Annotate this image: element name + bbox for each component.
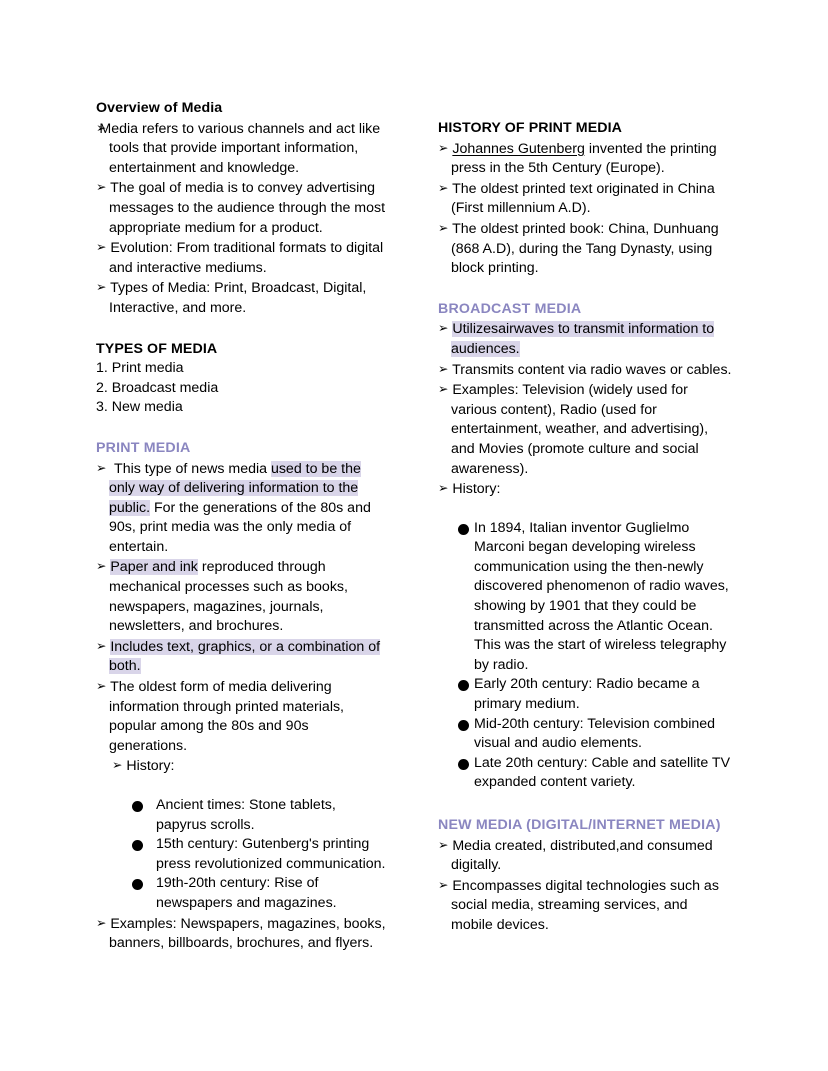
page-title: Overview of Media xyxy=(96,100,223,116)
overview-item-2 xyxy=(96,178,386,238)
section-heading-types-of-media: TYPES OF MEDIA xyxy=(96,340,218,357)
print-media-examples xyxy=(96,914,386,954)
print-media-history-label xyxy=(96,756,386,777)
overview-item-2-text: The goal of media is to convey advertising messages to the audience through the most appropriate medium for a product. xyxy=(109,180,386,236)
list-item xyxy=(96,874,386,913)
print-media-item-1-pre: This type of news media xyxy=(114,460,271,477)
types-list-item-3: 3. New media xyxy=(96,399,183,416)
dot-bullet-icon xyxy=(132,879,143,890)
broadcast-history-label-text: History: xyxy=(452,481,501,498)
arrow-bullet-icon: ➢ xyxy=(96,558,107,574)
arrow-bullet-icon: ➢ xyxy=(96,279,107,295)
overview-item-3-text: Evolution: From traditional formats to digital and interactive mediums. xyxy=(109,240,384,276)
new-media-item-2 xyxy=(438,876,733,936)
types-list-item-2: 2. Broadcast media xyxy=(96,379,219,396)
list-item xyxy=(96,796,386,835)
arrow-bullet-icon: ➢ xyxy=(438,219,449,235)
overview-item-4 xyxy=(96,278,386,318)
history-print-item-2-text: The oldest printed text originated in China (First millennium A.D). xyxy=(451,180,715,217)
dot-bullet-icon xyxy=(132,840,143,851)
print-media-examples-text: Examples: Newspapers, magazines, books, banners, billboards, brochures, and flyers. xyxy=(109,915,386,952)
list-item-text: In 1894, Italian inventor Guglielmo Marconi began developing wireless communication using the then-newly discovered phenomenon of radio waves, showing by 1901 that they could be transmitted across the Atlantic Ocean. This was the start of wireless telegraphy by radio. xyxy=(474,519,729,673)
print-media-item-1 xyxy=(96,459,386,558)
arrow-bullet-icon: ➢ xyxy=(438,480,449,496)
print-media-item-4-text: The oldest form of media delivering information through printed materials, popular among the 80s and 90s generations. xyxy=(109,679,345,754)
print-media-item-2-post: reproduced through mechanical processes such as books, newspapers, magazines, journals, newsletters, and brochures. xyxy=(109,559,348,635)
list-item-text: Mid-20th century: Television combined visual and audio elements. xyxy=(474,715,716,752)
arrow-bullet-icon: ➢ xyxy=(438,360,449,376)
arrow-bullet-icon: ➢ xyxy=(96,678,107,694)
overview-item-1 xyxy=(96,119,386,179)
section-heading-new-media: NEW MEDIA (DIGITAL/INTERNET MEDIA) xyxy=(438,817,721,833)
right-column xyxy=(438,0,733,936)
arrow-bullet-icon: ➢ xyxy=(438,139,449,155)
history-print-item-1 xyxy=(438,139,733,179)
print-media-item-4 xyxy=(96,677,386,756)
print-media-item-2-highlight: Paper and ink xyxy=(110,559,198,576)
broadcast-item-2 xyxy=(438,360,733,381)
broadcast-item-3 xyxy=(438,380,733,479)
arrow-bullet-icon: ➢ xyxy=(96,239,107,255)
arrow-bullet-icon: ➢ xyxy=(438,179,449,195)
spacer xyxy=(96,418,386,439)
overview-item-3 xyxy=(96,238,386,278)
dot-bullet-icon xyxy=(458,680,469,691)
history-print-item-3-text: The oldest printed book: China, Dunhuang (868 A.D), during the Tang Dynasty, using block printing. xyxy=(451,220,719,277)
spacer xyxy=(96,319,386,340)
overview-item-1-text: Media refers to various channels and act like tools that provide important information, entertainment and knowledge. xyxy=(99,120,381,176)
broadcast-item-1-highlight: Utilizesairwaves to transmit information to audiences. xyxy=(451,321,715,357)
arrow-bullet-icon: ➢ xyxy=(438,876,449,892)
arrow-bullet-icon: ➢ xyxy=(438,320,449,336)
list-item-text: Early 20th century: Radio became a primary medium. xyxy=(474,676,700,713)
dot-bullet-icon xyxy=(458,524,469,535)
history-print-item-2 xyxy=(438,179,733,219)
arrow-bullet-icon: ➢ xyxy=(438,381,449,397)
arrow-bullet-icon: ➢ xyxy=(96,637,107,653)
print-media-item-3 xyxy=(96,637,386,677)
arrow-bullet-icon: ➢ xyxy=(96,914,107,930)
print-media-history-label-text: History: xyxy=(126,758,175,775)
broadcast-item-2-text: Transmits content via radio waves or cables. xyxy=(452,361,732,378)
list-item-text: Ancient times: Stone tablets, papyrus scrolls. xyxy=(156,797,336,833)
history-print-item-3 xyxy=(438,219,733,279)
print-media-item-1-post: For the generations of the 80s and 90s, print media was the only media of entertain. xyxy=(109,499,371,555)
spacer xyxy=(438,500,733,519)
list-item-text: Late 20th century: Cable and satellite TV expanded content variety. xyxy=(474,754,731,791)
arrow-bullet-icon: ➢ xyxy=(438,836,449,852)
spacer xyxy=(96,777,386,796)
arrow-bullet-icon: ➢ xyxy=(96,459,107,475)
list-item xyxy=(438,715,733,754)
section-heading-broadcast-media: BROADCAST MEDIA xyxy=(438,300,582,317)
list-item-text: 15th century: Gutenberg's printing press revolutionized communication. xyxy=(156,836,386,872)
list-item-text: 19th-20th century: Rise of newspapers and magazines. xyxy=(156,875,337,911)
new-media-item-1-text: Media created, distributed,and consumed digitally. xyxy=(451,837,713,874)
new-media-item-1 xyxy=(438,836,733,876)
spacer xyxy=(438,793,733,816)
list-item xyxy=(438,675,733,714)
list-item xyxy=(438,519,733,676)
spacer xyxy=(438,279,733,300)
broadcast-item-1 xyxy=(438,319,733,359)
list-item xyxy=(96,835,386,874)
history-print-item-1-post: invented the printing press in the 5th Century (Europe). xyxy=(451,140,717,177)
dot-bullet-icon xyxy=(132,801,143,812)
broadcast-history-list xyxy=(438,519,733,793)
broadcast-history-label xyxy=(438,479,733,500)
arrow-bullet-icon: ➢ xyxy=(112,757,123,773)
left-column xyxy=(96,0,386,954)
dot-bullet-icon xyxy=(458,720,469,731)
broadcast-item-3-text: Examples: Television (widely used for various content), Radio (used for entertainment, weather, and advertising), and Movies (promote culture and social awareness). xyxy=(451,382,709,477)
arrow-bullet-icon: ➢ xyxy=(96,179,107,195)
overview-item-4-text: Types of Media: Print, Broadcast, Digital, Interactive, and more. xyxy=(109,280,367,316)
print-media-item-2 xyxy=(96,557,386,636)
history-print-item-1-underlined: Johannes Gutenberg xyxy=(452,140,585,157)
print-media-history-list xyxy=(96,796,386,914)
print-media-item-1-highlight: used to be the only way of delivering information to the public. xyxy=(109,460,361,516)
arrow-bullet-icon: ➢ xyxy=(96,119,100,135)
section-heading-print-media: PRINT MEDIA xyxy=(96,439,191,456)
print-media-item-3-highlight: Includes text, graphics, or a combination of both. xyxy=(109,638,381,675)
new-media-item-2-text: Encompasses digital technologies such as social media, streaming services, and mobile devices. xyxy=(451,877,719,933)
section-heading-history-of-print-media: HISTORY OF PRINT MEDIA xyxy=(438,120,623,136)
list-item xyxy=(438,754,733,793)
types-list-item-1: 1. Print media xyxy=(96,360,184,377)
dot-bullet-icon xyxy=(458,759,469,770)
